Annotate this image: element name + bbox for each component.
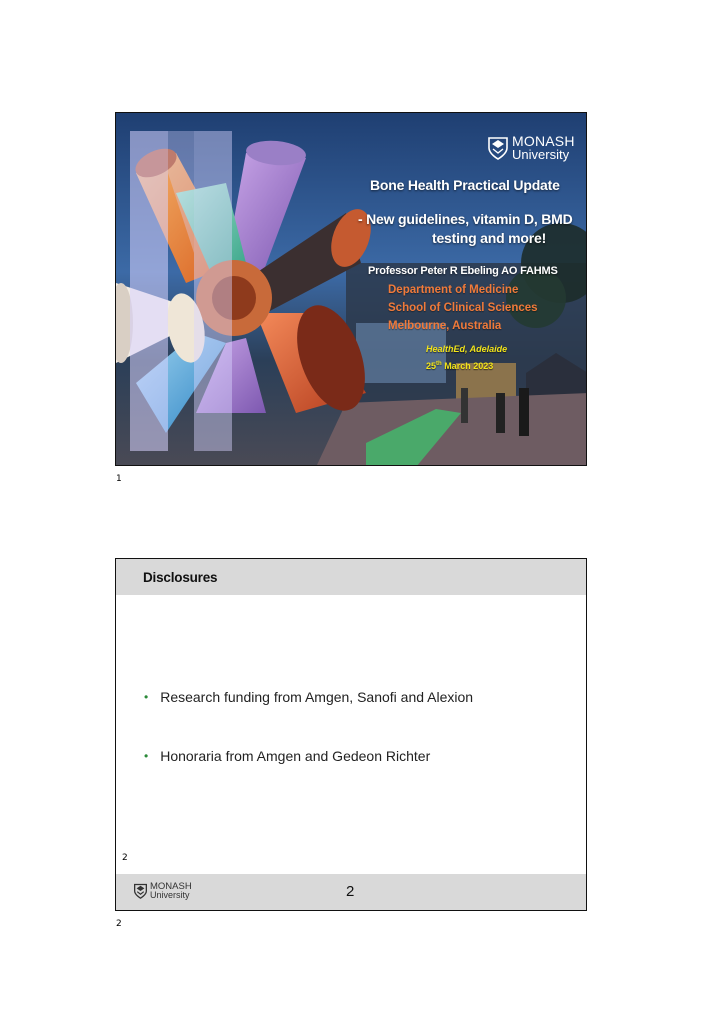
title-slide [115,112,587,466]
bullet-dot-icon: • [144,690,149,704]
event-date-rest: March 2023 [441,361,494,371]
footer-logo-line2: University [150,890,190,900]
page-number-2: 2 [116,919,122,929]
event-date-day: 25 [426,361,437,371]
department-line: Department of Medicine [388,284,519,296]
author-name: Professor Peter R Ebeling AO FAHMS [368,265,558,277]
presentation-subtitle-line1: - New guidelines, vitamin D, BMD [358,211,573,227]
event-date [426,361,493,371]
presentation-title: Bone Health Practical Update [370,177,560,193]
location-line: Melbourne, Australia [388,320,502,332]
slide-inner-page-number: 2 [122,853,128,863]
school-line: School of Clinical Sciences [388,302,538,314]
event-name: HealthEd, Adelaide [426,344,508,354]
monash-logo [488,134,575,162]
presentation-subtitle-line2: testing and more! [432,230,547,246]
slide-footer-band [116,874,586,910]
monash-shield-icon [488,136,508,160]
footer-monash-logo [134,882,192,900]
bullet-dot-icon: • [144,749,149,763]
slide-title: Disclosures [143,570,218,585]
logo-line1: MONASH [512,133,575,149]
footer-page-number: 2 [346,883,355,900]
bullet-item [144,689,473,705]
bullet-text: Honoraria from Amgen and Gedeon Richter [160,748,431,764]
monash-shield-icon [134,883,147,899]
footer-logo-line1: MONASH [150,881,192,892]
logo-line2: University [512,147,570,162]
page-number-1: 1 [116,474,122,484]
event-date-suffix: th [436,361,442,367]
disclosures-slide [115,558,587,911]
bullet-text: Research funding from Amgen, Sanofi and Alexion [160,689,474,705]
bullet-item [144,748,430,764]
